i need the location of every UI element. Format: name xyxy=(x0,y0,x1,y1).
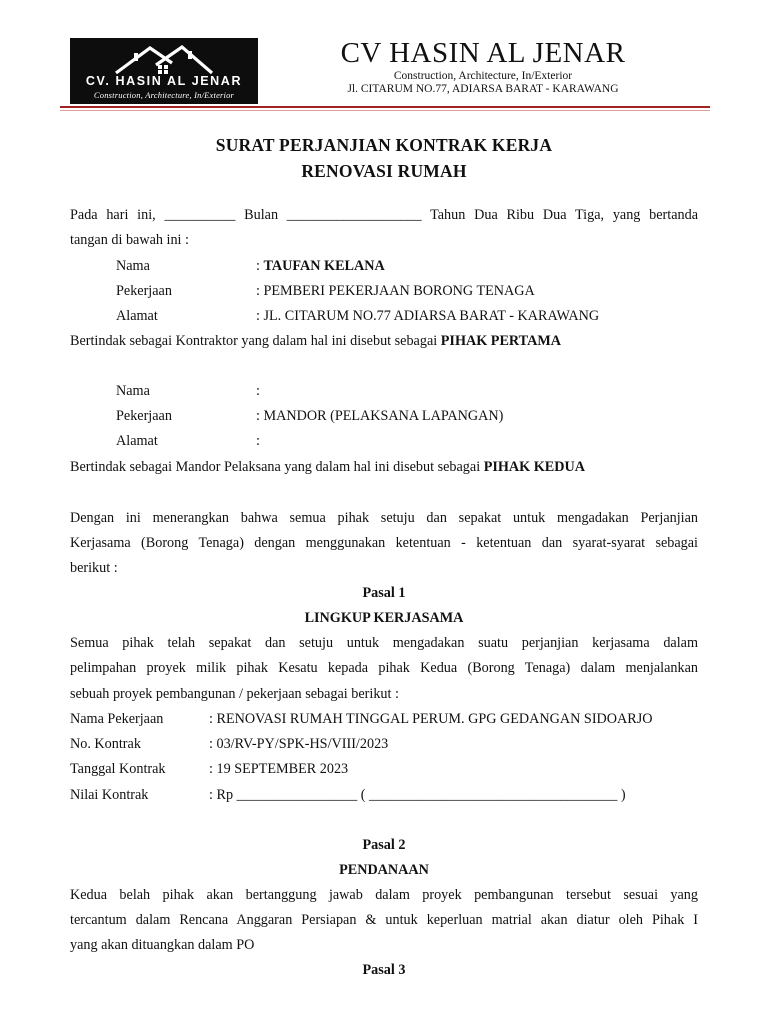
field-value-contract-value: : Rp _________________ ( ___________________________________ ) xyxy=(209,787,626,803)
party1-name-value: : TAUFAN KELANA xyxy=(256,258,385,274)
intro-line: Pada hari ini, __________ Bulan ___________________ Tahun Dua Ribu Dua Tiga, yang bertanda xyxy=(70,207,698,223)
party2-address-label: Alamat xyxy=(116,433,158,449)
party2-role-text: Bertindak sebagai Mandor Pelaksana yang dalam hal ini disebut sebagai xyxy=(70,459,484,475)
house-roof-logo-icon xyxy=(112,43,216,75)
party2-job-label: Pekerjaan xyxy=(116,408,172,424)
agreement-line: Dengan ini menerangkan bahwa semua pihak setuju dan sepakat untuk mengadakan Perjanjian xyxy=(70,510,698,526)
party1-address-label: Alamat xyxy=(116,308,158,324)
pasal2-number: Pasal 2 xyxy=(362,837,406,853)
party1-job-label: Pekerjaan xyxy=(116,283,172,299)
pasal1-heading: LINGKUP KERJASAMA xyxy=(304,610,464,626)
party2-job-value: : MANDOR (PELAKSANA LAPANGAN) xyxy=(256,408,504,424)
company-logo xyxy=(70,38,258,104)
field-value-contract-date: : 19 SEPTEMBER 2023 xyxy=(209,761,349,777)
field-value-job-name: : RENOVASI RUMAH TINGGAL PERUM. GPG GEDANGAN SIDOARJO xyxy=(209,711,653,727)
party2-address-value: : xyxy=(256,433,260,449)
party1-address-value: : JL. CITARUM NO.77 ADIARSA BARAT - KARAWANG xyxy=(256,308,600,324)
field-label-job-name: Nama Pekerjaan xyxy=(70,711,164,727)
party2-name-label: Nama xyxy=(116,383,150,399)
party1-role-text: Bertindak sebagai Kontraktor yang dalam hal ini disebut sebagai xyxy=(70,333,441,349)
header-divider-thin xyxy=(60,110,710,111)
party1-name: TAUFAN KELANA xyxy=(263,258,385,274)
party2-name-value: : xyxy=(256,383,260,399)
company-header xyxy=(318,36,648,96)
pasal2-line: Kedua belah pihak akan bertanggung jawab dalam proyek pembangunan tersebut sesuai yang xyxy=(70,887,698,903)
intro-line: tangan di bawah ini : xyxy=(70,232,189,248)
field-label-contract-date: Tanggal Kontrak xyxy=(70,761,166,777)
field-label-contract-no: No. Kontrak xyxy=(70,736,141,752)
header-divider xyxy=(60,106,710,108)
party1-role-title: PIHAK PERTAMA xyxy=(440,333,561,349)
pasal1-line: Semua pihak telah sepakat dan setuju untuk mengadakan suatu perjanjian kerjasama dalam xyxy=(70,635,698,651)
company-address: Jl. CITARUM NO.77, ADIARSA BARAT - KARAWANG xyxy=(347,83,619,95)
field-value-contract-no: : 03/RV-PY/SPK-HS/VIII/2023 xyxy=(209,736,389,752)
pasal3-number: Pasal 3 xyxy=(362,962,406,978)
pasal1-number: Pasal 1 xyxy=(362,585,406,601)
pasal2-line: yang akan dituangkan dalam PO xyxy=(70,937,255,953)
party1-name-label: Nama xyxy=(116,258,150,274)
company-name: CV HASIN AL JENAR xyxy=(340,37,626,69)
logo-name: CV. HASIN AL JENAR xyxy=(85,74,243,88)
party2-role-title: PIHAK KEDUA xyxy=(483,459,585,475)
pasal1-line: pelimpahan proyek milik pihak Kesatu kepada pihak Kedua (Borong Tenaga) dalam menjalankan xyxy=(70,660,698,676)
pasal2-heading: PENDANAAN xyxy=(339,862,429,878)
party1-job-value: : PEMBERI PEKERJAAN BORONG TENAGA xyxy=(256,283,535,299)
pasal2-line: tercantum dalam Rencana Anggaran Persiapan & untuk keperluan matrial akan diatur oleh Pihak I xyxy=(70,912,698,928)
document-subtitle: RENOVASI RUMAH xyxy=(301,161,467,181)
document-title: SURAT PERJANJIAN KONTRAK KERJA xyxy=(215,135,553,155)
company-tagline: Construction, Architecture, In/Exterior xyxy=(393,70,573,82)
agreement-line: Kerjasama (Borong Tenaga) dengan menggunakan ketentuan - ketentuan dan syarat-syarat sebagai xyxy=(70,535,698,551)
field-label-contract-value: Nilai Kontrak xyxy=(70,787,149,803)
agreement-line: berikut : xyxy=(70,560,118,576)
logo-tagline: Construction, Architecture, In/Exterior xyxy=(93,90,235,100)
party2-role xyxy=(70,458,585,476)
party1-role xyxy=(70,332,561,350)
pasal1-line: sebuah proyek pembangunan / pekerjaan sebagai berikut : xyxy=(70,686,399,702)
